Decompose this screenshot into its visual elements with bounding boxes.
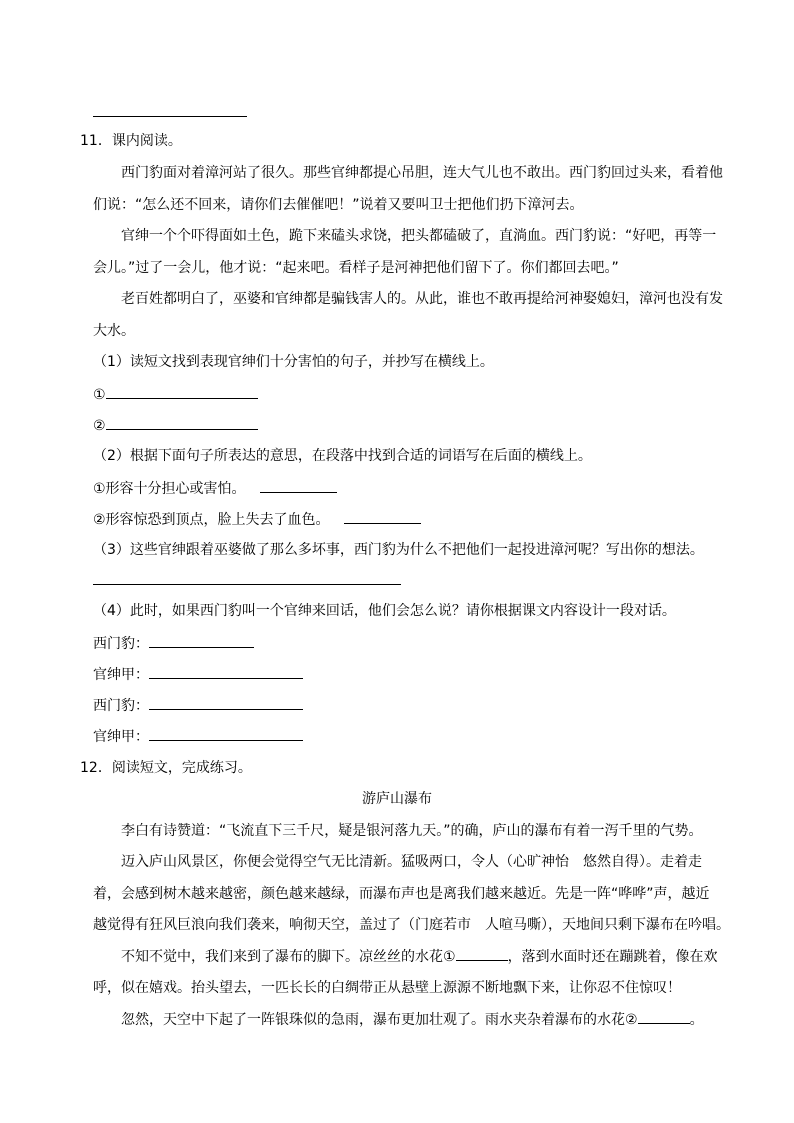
q12-passage-line-2: 迈入庐山风景区，你便会觉得空气无比清新。猛吸两口，令人（心旷神怡 悠然自得）。走着走 [121, 854, 702, 870]
q12-passage-line-7 [121, 1009, 704, 1030]
circled-number-2: ② [93, 418, 106, 434]
q11-sub1-prompt: （1）读短文找到表现官绅们十分害怕的句子，并抄写在横线上。 [93, 354, 494, 370]
q11-sub3-prompt: （3）这些官绅跟着巫婆做了那么多坏事，西门豹为什么不把他们一起投进漳河呢？写出你的想法。 [93, 542, 704, 558]
answer-blank[interactable] [638, 1009, 690, 1024]
q12-passage-line-1: 李白有诗赞道：“飞流直下三千尺，疑是银河落九天。”的确，庐山的瀑布有着一泻千里的气势。 [121, 823, 703, 839]
q12-passage-line-4: 越觉得有狂风巨浪向我们袭来，响彻天空，盖过了（门庭若市 人喧马嘶），天地间只剩下瀑布在吟唱。 [93, 917, 730, 933]
q11-number: 11． [80, 133, 112, 149]
q11-passage-line-3: 官绅一个个吓得面如土色，跪下来磕头求饶，把头都磕破了，直淌血。西门豹说：“好吧，再等一 [121, 228, 717, 244]
q11-dialogue-line-4 [93, 726, 303, 747]
answer-line[interactable] [93, 584, 401, 585]
q12-passage-title: 游庐山瀑布 [362, 791, 432, 807]
q12-passage-line-6: 呼，似在嬉戏。抬头望去，一匹长长的白绸带正从悬壁上源源不断地飘下来，让你忍不住惊叹！ [93, 980, 681, 996]
speaker-label: 官绅甲： [93, 667, 149, 683]
q11-passage-line-6: 大水。 [93, 323, 135, 339]
sub2-item-text: ②形容惊恐到顶点，脸上失去了血色。 [93, 512, 330, 528]
passage-text: 。 [689, 1012, 704, 1028]
answer-line-top [93, 116, 247, 117]
passage-text: ，落到水面时还在蹦跳着，像在欢 [507, 949, 718, 965]
q11-sub2-item-1 [93, 478, 337, 499]
q11-heading-text: 课内阅读。 [111, 133, 182, 149]
q11-dialogue-line-1 [93, 633, 254, 654]
speaker-label: 西门豹： [93, 698, 149, 714]
answer-blank[interactable] [260, 478, 337, 493]
circled-number-1: ① [93, 387, 106, 403]
q11-sub2-prompt: （2）根据下面句子所表达的意思，在段落中找到合适的词语写在后面的横线上。 [93, 448, 592, 464]
q11-passage-line-5: 老百姓都明白了，巫婆和官绅都是骗钱害人的。从此，谁也不敢再提给河神娶媳妇，漳河也没有发 [121, 291, 723, 307]
sub2-item-text: ①形容十分担心或害怕。 [93, 481, 246, 497]
passage-text: 不知不觉中，我们来到了瀑布的脚下。凉丝丝的水花 [121, 949, 443, 965]
q12-number: 12． [80, 760, 112, 776]
q12-heading [80, 758, 252, 778]
answer-blank[interactable] [106, 415, 258, 430]
q11-sub4-prompt: （4）此时，如果西门豹叫一个官绅来回话，他们会怎么说？请你根据课文内容设计一段对话。 [93, 603, 676, 619]
speaker-label: 西门豹： [93, 636, 149, 652]
answer-blank[interactable] [149, 726, 303, 741]
q11-passage-line-1: 西门豹面对着漳河站了很久。那些官绅都提心吊胆，连大气儿也不敢出。西门豹回过头来，看着他 [121, 165, 723, 181]
q12-passage-line-3: 着，会感到树木越来越密，颜色越来越绿，而瀑布声也是离我们越来越近。先是一阵“哗哗”声，越近 [93, 886, 710, 902]
q11-sub2-item-2 [93, 509, 421, 530]
q12-heading-text: 阅读短文，完成练习。 [111, 760, 252, 776]
q12-passage-line-5 [121, 946, 718, 967]
answer-blank[interactable] [149, 633, 254, 648]
circled-number-1: ① [443, 949, 456, 965]
q11-passage-line-4: 会儿。”过了一会儿，他才说：“起来吧。看样子是河神把他们留下了。你们都回去吧。” [93, 260, 619, 276]
q11-heading [80, 131, 182, 151]
q11-passage-line-2: 们说：“怎么还不回来，请你们去催催吧！”说着又要叫卫士把他们扔下漳河去。 [93, 197, 584, 213]
circled-number-2: ② [625, 1012, 638, 1028]
passage-text: 忽然，天空中下起了一阵银珠似的急雨，瀑布更加壮观了。雨水夹杂着瀑布的水花 [121, 1012, 625, 1028]
q11-dialogue-line-3 [93, 695, 303, 716]
answer-blank[interactable] [106, 384, 258, 399]
answer-blank[interactable] [344, 509, 421, 524]
answer-blank[interactable] [149, 695, 303, 710]
answer-blank[interactable] [149, 664, 303, 679]
answer-blank[interactable] [456, 946, 508, 961]
q11-sub1-answer-2 [93, 415, 258, 436]
q11-sub1-answer-1 [93, 384, 258, 405]
q11-dialogue-line-2 [93, 664, 303, 685]
speaker-label: 官绅甲： [93, 729, 149, 745]
